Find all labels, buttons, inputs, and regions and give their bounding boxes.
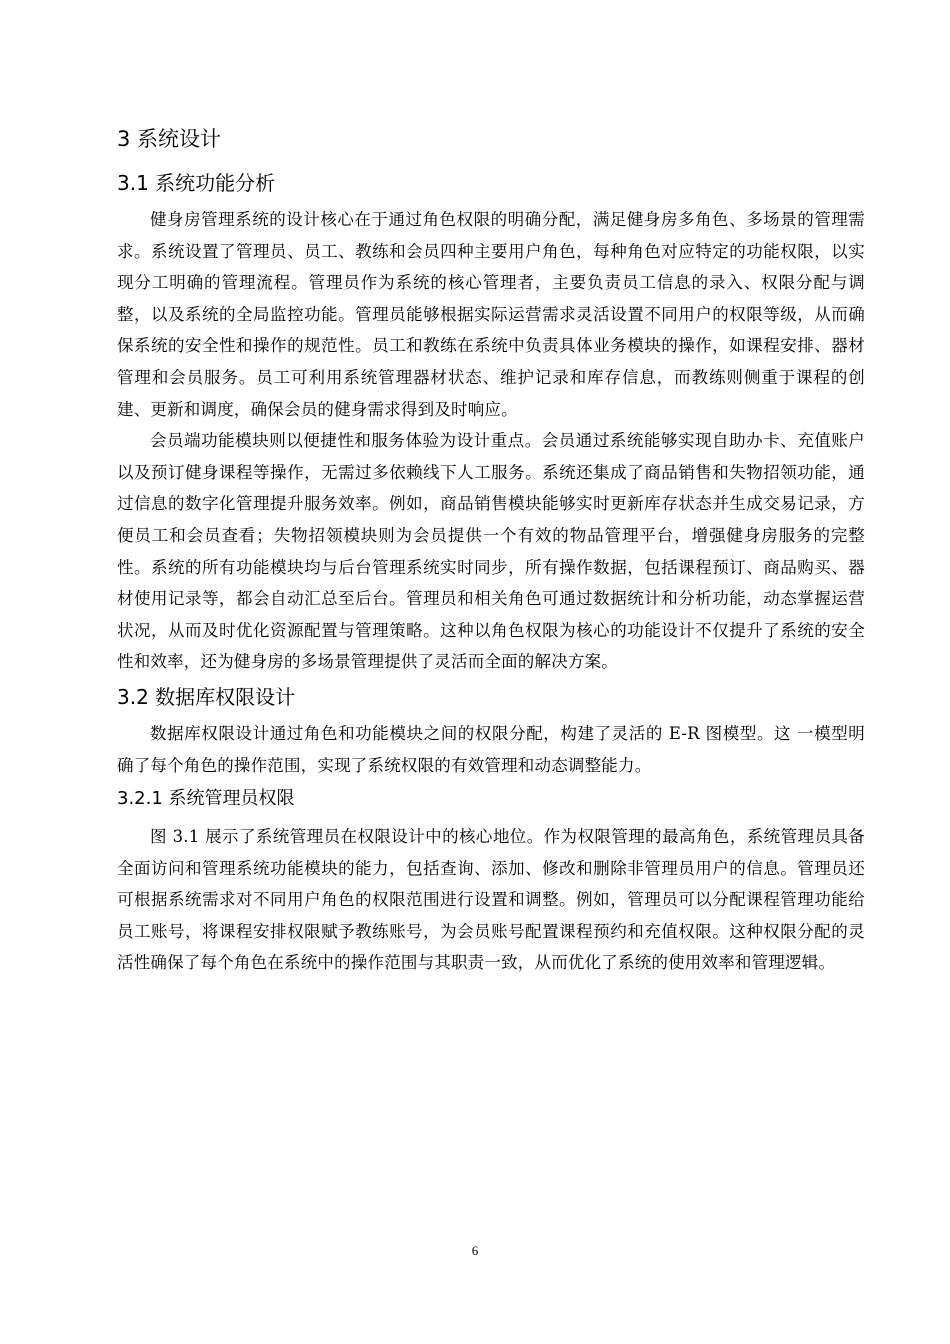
section-3-1-paragraph-2: 会员端功能模块则以便捷性和服务体验为设计重点。会员通过系统能够实现自助办卡、充值账户以及预订健身课程等操作，无需过多依赖线下人工服务。系统还集成了商品销售和失物招领功能，通过信息的数字化管理提升服务效率。例如，商品销售模块能够实时更新库存状态并生成交易记录，方便员工和会员查看；失物招领模块则为会员提供一个有效的物品管理平台，增强健身房服务的完整性。系统的所有功能模块均与后台管理系统实时同步，所有操作数据，包括课程预订、商品购买、器材使用记录等，都会自动汇总至后台。管理员和相关角色可通过数据统计和分析功能，动态掌握运营状况，从而及时优化资源配置与管理策略。这种以角色权限为核心的功能设计不仅提升了系统的安全性和效率，还为健身房的多场景管理提供了灵活而全面的解决方案。 (117, 431, 865, 672)
chapter-heading: 3 系统设计 (117, 127, 222, 151)
page-number: 6 (471, 1243, 479, 1258)
section-3-2-1-paragraph: 图 3.1 展示了系统管理员在权限设计中的核心地位。作为权限管理的最高角色，系统管理员具备全面访问和管理系统功能模块的能力，包括查询、添加、修改和删除非管理员用户的信息。管理员还可根据系统需求对不同用户角色的权限范围进行设置和调整。例如，管理员可以分配课程管理功能给员工账号，将课程安排权限赋予教练账号，为会员账号配置课程预约和充值权限。这种权限分配的灵活性确保了每个角色在系统中的操作范围与其职责一致，从而优化了系统的使用效率和管理逻辑。 (117, 827, 865, 973)
section-3-1-paragraph-1: 健身房管理系统的设计核心在于通过角色权限的明确分配，满足健身房多角色、多场景的管理需求。系统设置了管理员、员工、教练和会员四种主要用户角色，每种角色对应特定的功能权限，以实现分工明确的管理流程。管理员作为系统的核心管理者，主要负责员工信息的录入、权限分配与调整，以及系统的全局监控功能。管理员能够根据实际运营需求灵活设置不同用户的权限等级，从而确保系统的安全性和操作的规范性。员工和教练在系统中负责具体业务模块的操作，如课程安排、器材管理和会员服务。员工可利用系统管理器材状态、维护记录和库存信息，而教练则侧重于课程的创建、更新和调度，确保会员的健身需求得到及时响应。 (117, 210, 865, 419)
page-content (117, 122, 865, 979)
section-3-2-paragraph: 数据库权限设计通过角色和功能模块之间的权限分配，构建了灵活的 E-R 图模型。这 一模型明确了每个角色的操作范围，实现了系统权限的有效管理和动态调整能力。 (117, 723, 865, 775)
section-3-1-heading: 3.1 系统功能分析 (117, 171, 276, 195)
section-3-2-1-heading: 3.2.1 系统管理员权限 (117, 788, 295, 810)
section-3-2-heading: 3.2 数据库权限设计 (117, 684, 296, 709)
